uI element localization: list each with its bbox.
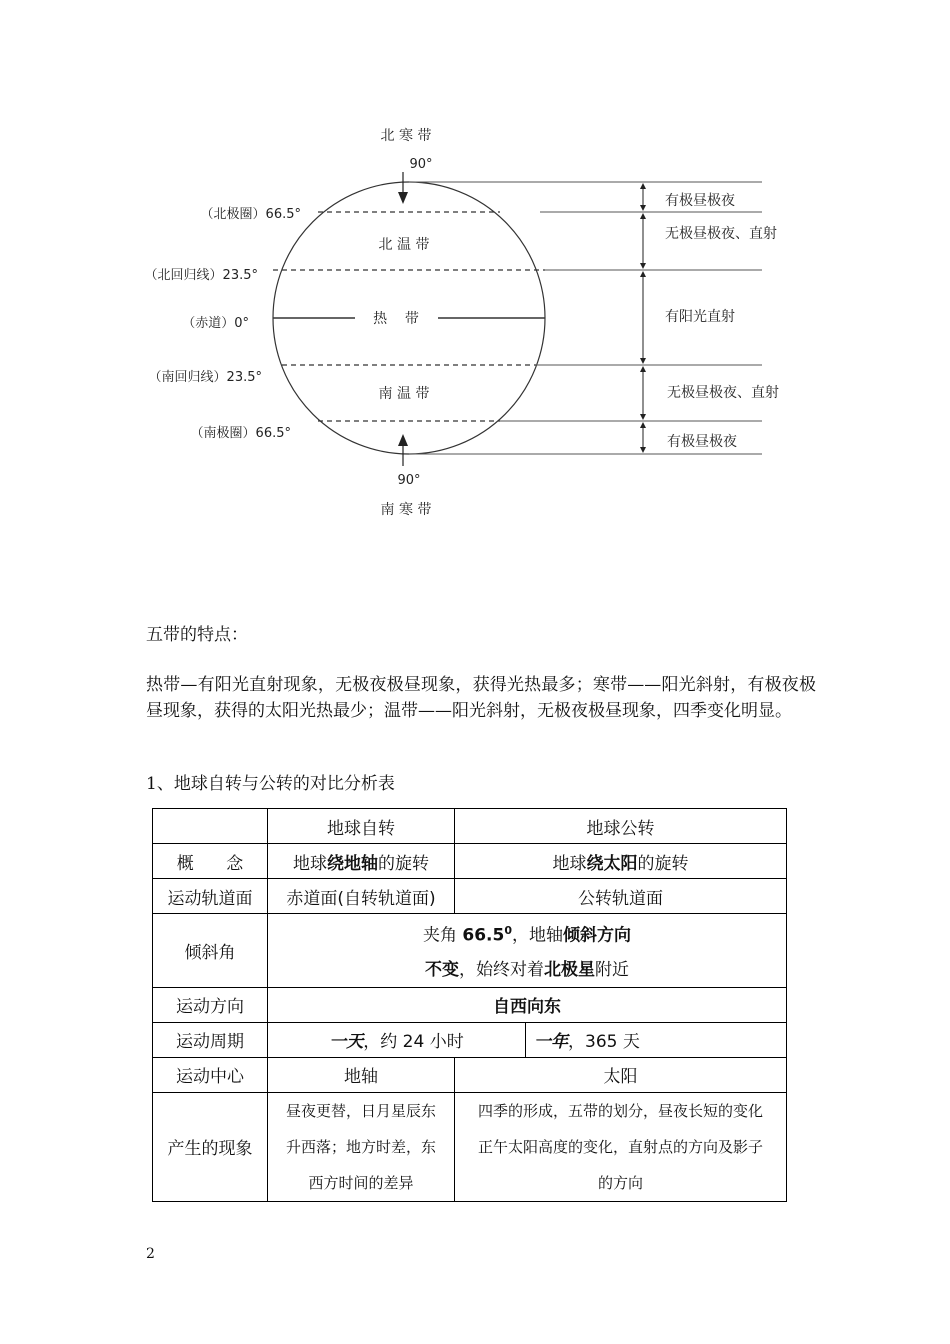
five-zones-title: 五带的特点： xyxy=(146,625,248,645)
right-label-polar-north: 有极昼极夜 xyxy=(665,193,735,209)
table-row-concept xyxy=(153,844,787,879)
measure-arrow-polar-south xyxy=(640,422,646,453)
table-row-direction xyxy=(153,987,787,1022)
bottom-arrow-head xyxy=(398,434,408,446)
right-label-tropical: 有阳光直射 xyxy=(665,309,735,325)
tilt-value xyxy=(268,914,787,988)
table-row-center xyxy=(153,1057,787,1092)
phenomena-label: 产生的现象 xyxy=(153,1092,268,1201)
table-title: 1、地球自转与公转的对比分析表 xyxy=(146,774,395,794)
concept-label: 概 念 xyxy=(153,844,268,879)
direction-value: 自西向东 xyxy=(268,987,787,1022)
south-frigid-zone-label: 南 寒 带 xyxy=(380,502,432,518)
period-revolution: 一年，365 天 xyxy=(526,1022,787,1057)
rotation-revolution-table xyxy=(152,808,787,1202)
arctic-circle-label: （北极圈）66.5° xyxy=(200,207,301,222)
five-zones-body: 热带—有阳光直射现象，无极夜极昼现象，获得光热最多；寒带——阳光斜射，有极夜极昼现象，获得的太阳光热最少；温带——阳光斜射，无极夜极昼现象，四季变化明显。 xyxy=(146,675,816,721)
tilt-line-2: 不变，始终对着北极星附近 xyxy=(425,959,629,980)
south-temperate-label: 南 温 带 xyxy=(378,386,430,402)
tilt-label: 倾斜角 xyxy=(153,914,268,988)
equator-label: （赤道）0° xyxy=(182,316,249,331)
right-label-temperate-south: 无极昼极夜、直射 xyxy=(667,385,779,401)
center-label: 运动中心 xyxy=(153,1057,268,1092)
header-rotation: 地球自转 xyxy=(268,809,455,844)
table-row-tilt xyxy=(153,914,787,988)
phenomena-revolution: 四季的形成，五带的划分，昼夜长短的变化 正午太阳高度的变化，直射点的方向及影子 的方向 xyxy=(455,1092,787,1201)
table-row-plane xyxy=(153,879,787,914)
tropical-zone-label: 热 带 xyxy=(373,311,419,327)
antarctic-circle-label: （南极圈）66.5° xyxy=(190,426,291,441)
measure-arrow-temperate-south xyxy=(640,366,646,420)
header-empty-cell xyxy=(153,809,268,844)
measure-arrow-polar-north xyxy=(640,183,646,211)
table-row-period xyxy=(153,1022,787,1057)
header-revolution: 地球公转 xyxy=(455,809,787,844)
right-label-polar-south: 有极昼极夜 xyxy=(667,434,737,450)
page-number: 2 xyxy=(146,1246,155,1262)
tropic-capricorn-label: （南回归线）23.5° xyxy=(148,370,262,385)
tropic-cancer-label: （北回归线）23.5° xyxy=(144,268,258,283)
north-frigid-zone-label: 北 寒 带 xyxy=(380,128,432,144)
table-row-header xyxy=(153,809,787,844)
plane-revolution: 公转轨道面 xyxy=(455,879,787,914)
center-revolution: 太阳 xyxy=(455,1057,787,1092)
phenomena-rotation: 昼夜更替，日月星辰东 升西落；地方时差，东 西方时间的差异 xyxy=(268,1092,455,1201)
measure-arrow-temperate-north xyxy=(640,213,646,269)
north-temperate-label: 北 温 带 xyxy=(378,237,430,253)
top-arrow-head xyxy=(398,192,408,204)
top-angle-label: 90° xyxy=(409,157,433,172)
plane-label: 运动轨道面 xyxy=(153,879,268,914)
tilt-line-1: 夹角 66.5$^0$，地轴倾斜方向 xyxy=(422,924,631,946)
concept-rotation: 地球绕地轴的旋转 xyxy=(268,844,455,879)
table-row-phenomena xyxy=(153,1092,787,1201)
period-label: 运动周期 xyxy=(153,1022,268,1057)
measure-arrow-tropical xyxy=(640,271,646,364)
bottom-angle-label: 90° xyxy=(397,473,421,488)
plane-rotation: 赤道面(自转轨道面) xyxy=(268,879,455,914)
center-rotation: 地轴 xyxy=(268,1057,455,1092)
direction-label: 运动方向 xyxy=(153,987,268,1022)
concept-revolution: 地球绕太阳的旋转 xyxy=(455,844,787,879)
five-zones-diagram xyxy=(0,0,950,540)
right-label-temperate-north: 无极昼极夜、直射 xyxy=(665,226,777,242)
period-rotation: 一天，约 24 小时 xyxy=(268,1022,526,1057)
